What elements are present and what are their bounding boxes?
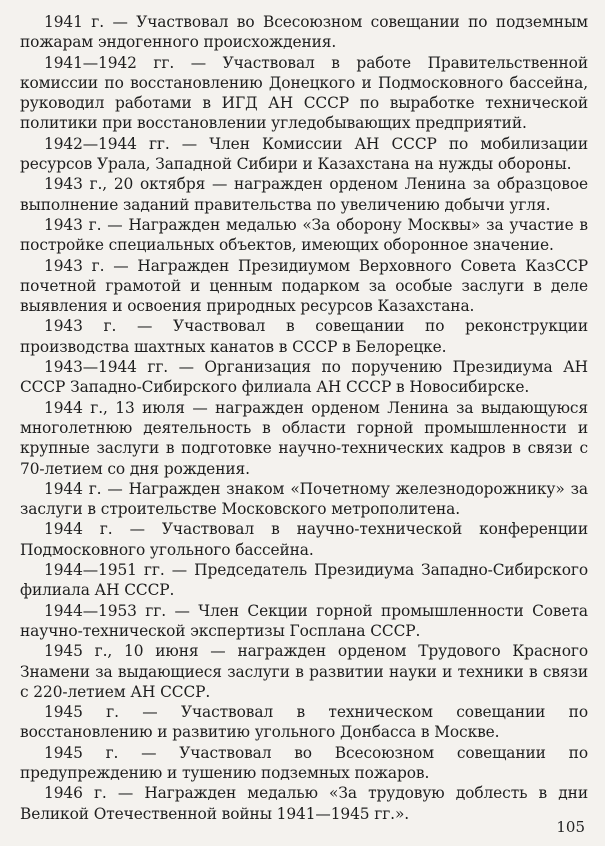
chronology-entry: 1943 г. — Награжден Президиумом Верховного Совета КазССР почетной грамотой и ценным подарком за особые заслуги в деле выявления и освоения природных ресурсов Казахстана.	[20, 256, 588, 316]
document-page	[20, 12, 588, 824]
page-number: 105	[556, 818, 585, 836]
chronology-entry: 1944 г. — Награжден знаком «Почетному железнодорожнику» за заслуги в строительстве Московского метрополитена.	[20, 479, 588, 519]
chronology-entry: 1943 г. — Участвовал в совещании по реконструкции производства шахтных канатов в СССР в Белорецке.	[20, 317, 588, 356]
chronology-entry: 1941—1942 гг. — Участвовал в работе Правительственной комиссии по восстановлению Донецкого и Подмосковного бассейна, руководил работами в ИГД АН СССР по выработке технической политики при восстановлении угледобывающих предприятий.	[20, 53, 588, 133]
chronology-entry: 1945 г. — Участвовал в техническом совещании по восстановлению и развитию угольного Донбасса в Москве.	[20, 703, 588, 742]
chronology-entry: 1945 г. — Участвовал во Всесоюзном совещании по предупреждению и тушению подземных пожаров.	[20, 743, 588, 782]
chronology-entry: 1944 г. — Участвовал в научно-технической конференции Подмосковного угольного бассейна.	[20, 520, 588, 559]
chronology-entry: 1944 г., 13 июля — награжден орденом Ленина за выдающуюся многолетнюю деятельность в области горной промышленности и крупные заслуги в подготовке научно-технических кадров в связи с 70-летием со дня рождения.	[20, 398, 588, 478]
chronology-entry: 1942—1944 гг. — Член Комиссии АН СССР по мобилизации ресурсов Урала, Западной Сибири и Казахстана на нужды обороны.	[20, 134, 588, 174]
chronology-entry: 1944—1953 гг. — Член Секции горной промышленности Совета научно-технической экспертизы Госплана СССР.	[20, 601, 588, 640]
chronology-entry: 1946 г. — Награжден медалью «За трудовую доблесть в дни Великой Отечественной войны 1941—1945 гг.».	[20, 784, 588, 823]
chronology-entry: 1943 г., 20 октября — награжден орденом Ленина за образцовое выполнение заданий правительства по увеличению добычи угля.	[20, 175, 588, 214]
chronology-entry: 1945 г., 10 июня — награжден орденом Трудового Красного Знамени за выдающиеся заслуги в развитии науки и техники в связи с 220-летием АН СССР.	[20, 642, 588, 701]
chronology-entry: 1943 г. — Награжден медалью «За оборону Москвы» за участие в постройке специальных объектов, имеющих оборонное значение.	[20, 215, 588, 255]
chronology-entry: 1943—1944 гг. — Организация по поручению Президиума АН СССР Западно-Сибирского филиала АН СССР в Новосибирске.	[20, 358, 588, 397]
chronology-entry: 1944—1951 гг. — Председатель Президиума Западно-Сибирского филиала АН СССР.	[20, 561, 588, 600]
chronology-entry: 1941 г. — Участвовал во Всесоюзном совещании по подземным пожарам эндогенного происхождения.	[20, 13, 588, 52]
